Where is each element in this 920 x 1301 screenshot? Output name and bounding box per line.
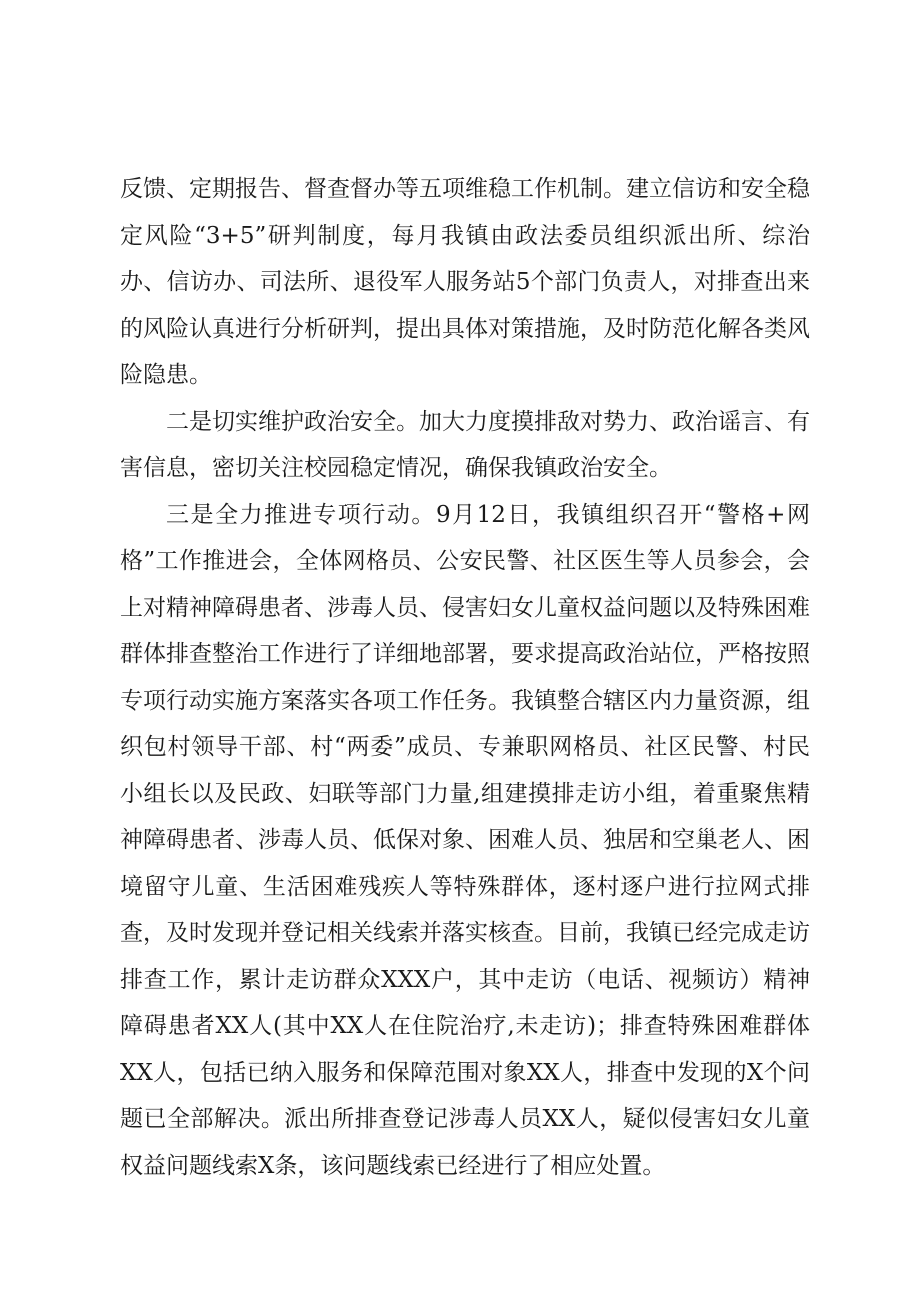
document-body — [120, 166, 810, 1189]
paragraph-special-action: 三是全力推进专项行动。9月12日，我镇组织召开“警格+网格”工作推进会，全体网格员、公安民警、社区医生等人员参会，会上对精神障碍患者、涉毒人员、侵害妇女儿童权益问题以及特殊困难群体排查整治工作进行了详细地部署，要求提高政治站位，严格按照专项行动实施方案落实各项工作任务。我镇整合辖区内力量资源，组织包村领导干部、村“两委”成员、专兼职网格员、社区民警、村民小组长以及民政、妇联等部门力量,组建摸排走访小组，着重聚焦精神障碍患者、涉毒人员、低保对象、困难人员、独居和空巢老人、困境留守儿童、生活困难残疾人等特殊群体，逐村逐户进行拉网式排查，及时发现并登记相关线索并落实核查。目前，我镇已经完成走访排查工作，累计走访群众XXX户，其中走访（电话、视频访）精神障碍患者XX人(其中XX人在住院治疗,未走访)；排查特殊困难群体XX人，包括已纳入服务和保障范围对象XX人，排查中发现的X个问题已全部解决。派出所排查登记涉毒人员XX人，疑似侵害妇女儿童权益问题线索X条，该问题线索已经进行了相应处置。 — [120, 501, 810, 1179]
paragraph-political-security: 二是切实维护政治安全。加大力度摸排敌对势力、政治谣言、有害信息，密切关注校园稳定情况，确保我镇政治安全。 — [120, 408, 810, 481]
paragraph-mechanisms: 反馈、定期报告、督查督办等五项维稳工作机制。建立信访和安全稳定风险“3+5”研判制度，每月我镇由政法委员组织派出所、综治办、信访办、司法所、退役军人服务站5个部门负责人，对排查出来的风险认真进行分析研判，提出具体对策措施，及时防范化解各类风险隐患。 — [120, 176, 810, 388]
